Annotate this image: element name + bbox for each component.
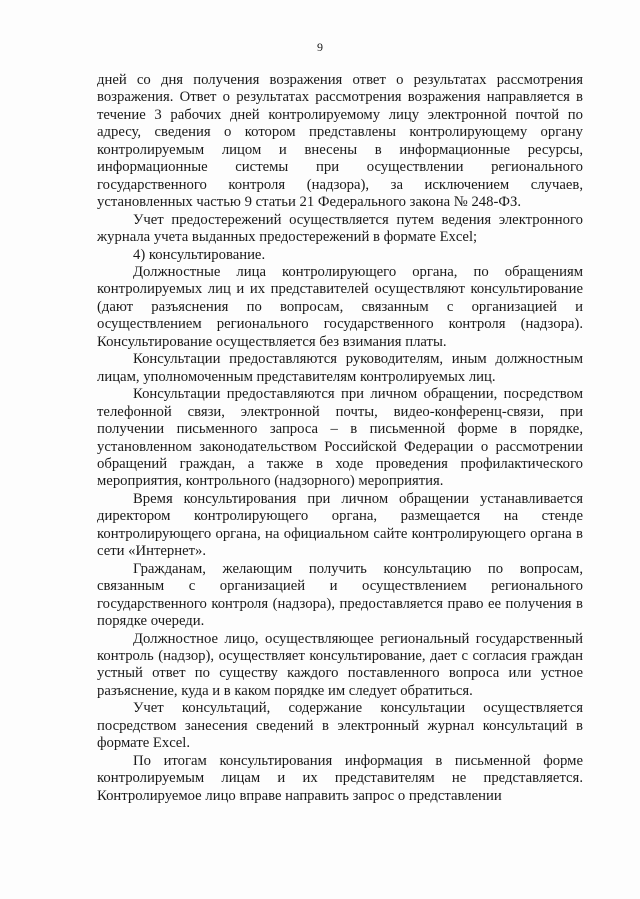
document-body (97, 72, 583, 805)
paragraph-continuation: дней со дня получения возражения ответ о результатах рассмотрения возражения. Ответ о результатах рассмотрения возражения направляется в течение 3 рабочих дней контролируемому лицу электронной почтой по адресу, сведения о котором представлены контролирующему органу контролируемым лицом и внесены в информационные ресурсы, информационные системы при осуществлении регионального государственного контроля (надзора), за исключением случаев, установленных частью 9 статьи 21 Федерального закона № 248-ФЗ. (97, 72, 583, 211)
paragraph-consulting-recipients: Консультации предоставляются руководителям, иным должностным лицам, уполномоченным представителям контролируемых лиц. (97, 351, 583, 385)
paragraph-written-info: По итогам консультирования информация в письменной форме контролируемым лицам и их представителям не представляется. Контролируемое лицо вправе направить запрос о представлении (97, 752, 583, 804)
page-number: 9 (317, 40, 323, 54)
paragraph-warnings-accounting: Учет предостережений осуществляется путем ведения электронного журнала учета выданных предостережений в формате Excel; (97, 211, 583, 246)
paragraph-consulting-records: Учет консультаций, содержание консультации осуществляется посредством занесения сведений в электронный журнал консультаций в формате Excel. (97, 700, 583, 752)
paragraph-consulting-officials: Должностные лица контролирующего органа, по обращениям контролируемых лиц и их представителей осуществляют консультирование (дают разъяснения по вопросам, связанным с организацией и осуществлением регионального государственного контроля (надзора). Консультирование осуществляется без взимания платы. (97, 263, 583, 350)
paragraph-citizens-queue: Гражданам, желающим получить консультацию по вопросам, связанным с организацией и осуществлением регионального государственного контроля (надзора), предоставляется право ее получения в порядке очереди. (97, 560, 583, 630)
paragraph-consulting-methods: Консультации предоставляются при личном обращении, посредством телефонной связи, электронной почты, видео-конференц-связи, при получении письменного запроса – в письменной форме в порядке, установленном законодательством Российской Федерации о рассмотрении обращений граждан, а также в ходе проведения профилактического мероприятия, контрольного (надзорного) мероприятия. (97, 386, 583, 490)
paragraph-consulting-time: Время консультирования при личном обращении устанавливается директором контролирующего органа, размещается на стенде контролирующего органа, на официальном сайте контролирующего органа в сети «Интернет». (97, 490, 583, 560)
paragraph-consulting-heading: 4) консультирование. (133, 246, 266, 263)
paragraph-official-answer: Должностное лицо, осуществляющее региональный государственный контроль (надзор), осуществляет консультирование, дает с согласия граждан устный ответ по существу каждого поставленного вопроса или устное разъяснение, куда и в каком порядке им следует обратиться. (97, 630, 583, 699)
